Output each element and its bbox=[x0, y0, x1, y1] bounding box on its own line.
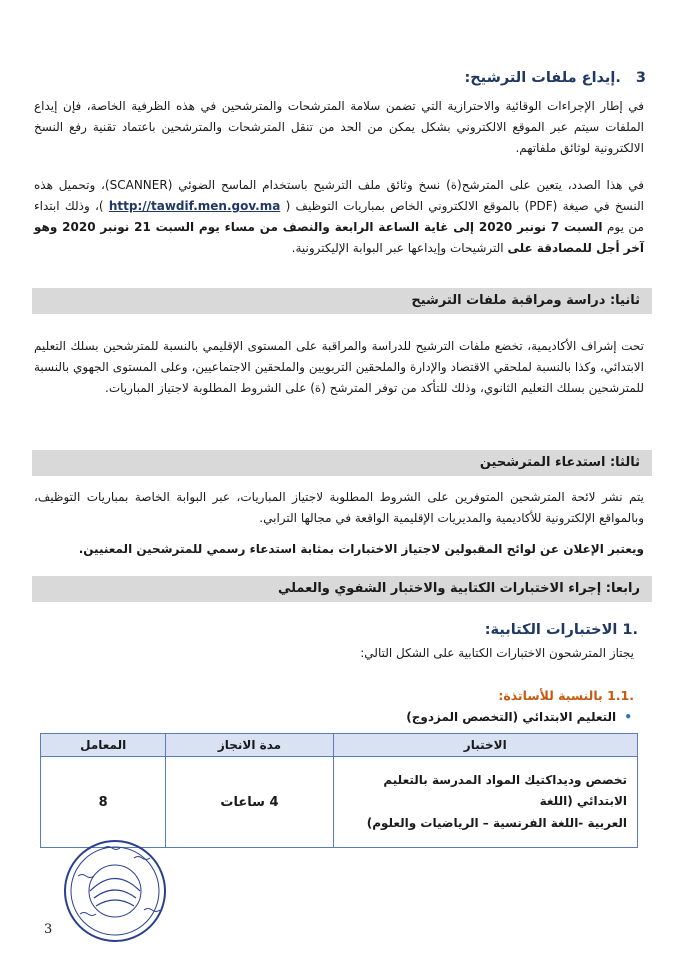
exam-line-1: تخصص وديداكتيك المواد المدرسة بالتعليم الابتدائي (اللغة bbox=[383, 772, 627, 809]
section-four-heading: رابعا: إجراء الاختبارات الكتابية والاختبار الشفوي والعملي bbox=[32, 576, 652, 602]
coefficient-cell: 8 bbox=[41, 757, 166, 848]
header-coefficient: المعامل bbox=[41, 734, 166, 757]
header-exam: الاختبار bbox=[333, 734, 637, 757]
section-two-paragraph: تحت إشراف الأكاديمية، تخضع ملفات الترشيح للدراسة والمراقبة على المستوى الإقليمي بالنسبة للمترشحين بسلك التعليم الابتدائي، وكذا بالنسبة لملحقي الاقتصاد والإدارة والملحقين التربويين والملحقين الاجتماعيين، وعلى المستوى الجهوي بالنسبة للمترشحين بسلك التعليم الثانوي، وذلك للتأكد من توفر المترشح (ة) على الشروط المطلوبة لاجتياز المباريات. bbox=[34, 339, 644, 395]
exam-cell bbox=[333, 757, 637, 848]
section-two-heading: ثانيا: دراسة ومراقبة ملفات الترشيح bbox=[32, 288, 652, 314]
section-3-paragraph-1: في إطار الإجراءات الوقائية والاحترازية التي تضمن سلامة المترشحات والمترشحين في هذه الظرفية الخاصة، فإن إيداع الملفات سيتم عبر الموقع الالكتروني بشكل يمكن من الحد من تنقل المترشحات والمترشحين باعتماد تقنية رفع النسخ الالكترونية لوثائق ملفاتهم. bbox=[34, 99, 644, 155]
primary-bullet-label: التعليم الابتدائي (التخصص المزدوج) bbox=[406, 710, 617, 724]
written-exams-intro: يجتاز المترشحون الاختبارات الكتابية على الشكل التالي: bbox=[360, 646, 634, 660]
section-three-paragraph-2: ويعتبر الإعلان عن لوائح المقبولين لاجتياز الاختبارات بمثابة استدعاء رسمي للمترشحين المعنيين. bbox=[78, 542, 644, 556]
tawdif-link[interactable]: http://tawdif.men.gov.ma bbox=[108, 199, 281, 213]
exam-table bbox=[40, 733, 638, 848]
table-header-row bbox=[41, 734, 638, 757]
official-stamp bbox=[60, 836, 170, 946]
section-3-number: 3 bbox=[635, 70, 646, 86]
section-3-paragraph-2 bbox=[34, 175, 644, 259]
bullet-icon: • bbox=[624, 710, 632, 724]
written-exams-title: .1 الاختبارات الكتابية: bbox=[484, 622, 638, 638]
header-duration: مدة الانجاز bbox=[166, 734, 333, 757]
section-3-heading bbox=[32, 70, 646, 86]
page-number: 3 bbox=[44, 922, 53, 937]
teachers-subtitle: .1.1 بالنسبة للأساتذة: bbox=[498, 688, 634, 703]
exam-table-wrap bbox=[40, 733, 638, 848]
section-three-heading: ثالثا: استدعاء المترشحين bbox=[32, 450, 652, 476]
table-row bbox=[41, 757, 638, 848]
section-three-paragraph-1: يتم نشر لائحة المترشحين المتوفرين على الشروط المطلوبة لاجتياز المباريات، عبر البوابة الخاصة بمباريات التوظيف، وبالمواقع الإلكترونية للأكاديمية والمديريات الإقليمية الواقعة في مجالها الترابي. bbox=[34, 490, 644, 525]
exam-line-2: العربية -اللغة الفرنسية – الرياضيات والعلوم) bbox=[366, 815, 627, 830]
para2-part-b: )، وذلك ابتداء من يوم bbox=[34, 199, 644, 234]
primary-bullet bbox=[406, 710, 632, 724]
duration-cell: 4 ساعات bbox=[166, 757, 333, 848]
section-3-title: .إيداع ملفات الترشيح: bbox=[464, 70, 621, 86]
para2-part-c: الترشيحات وإيداعها عبر البوابة الإليكترونية. bbox=[291, 241, 504, 255]
para2-part-a: في هذا الصدد، يتعين على المترشح(ة) نسخ وثائق ملف الترشيح باستخدام الماسح الضوئي (SCANNER)، وتحميل هذه النسخ في صيغة (PDF) بالموقع الالكتروني الخاص بمباريات التوظيف ( bbox=[34, 178, 645, 213]
para2-deadline: السبت 7 نونبر 2020 إلى غاية الساعة الرابعة والنصف من مساء يوم السبت 21 نونبر 2020 وهو آخر أجل للمصادقة على bbox=[34, 220, 644, 255]
